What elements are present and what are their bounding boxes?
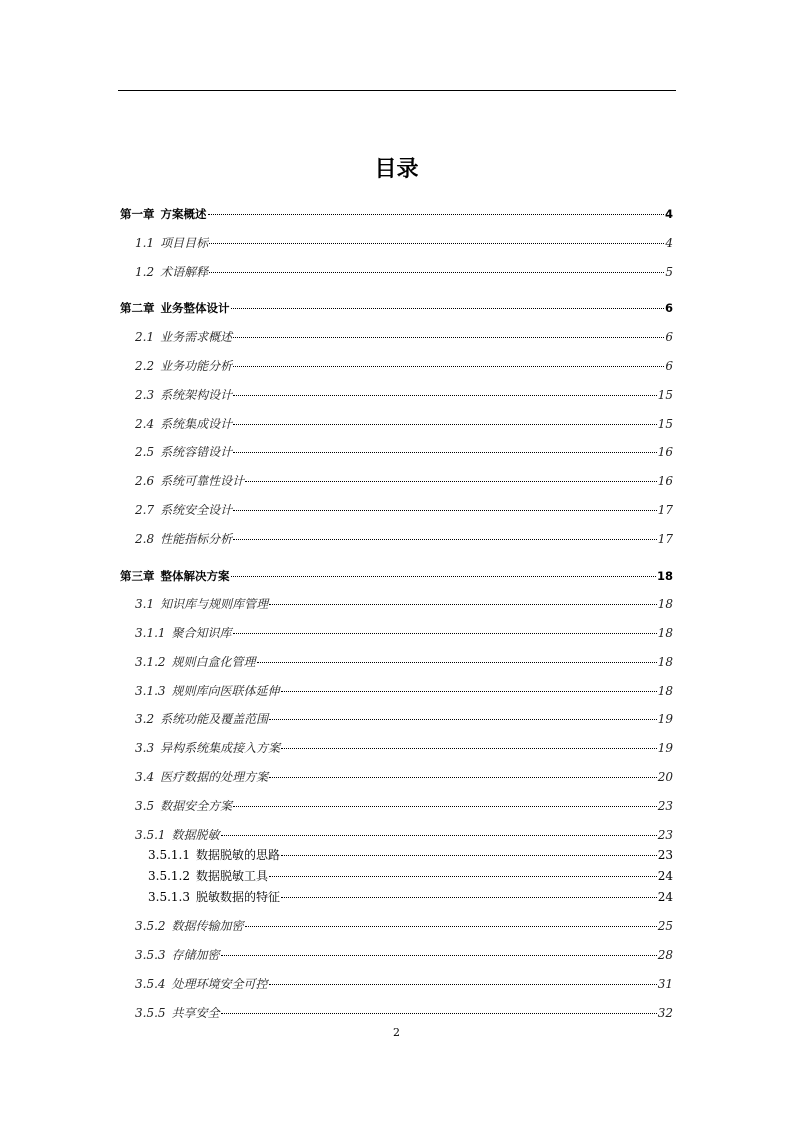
toc-entry-text: 数据脱敏 xyxy=(171,828,220,842)
toc-entry-page: 18 xyxy=(657,684,673,698)
toc-entry-text: 数据脱敏工具 xyxy=(195,869,268,883)
toc-entry-number: 2.5 xyxy=(135,445,155,459)
toc-entry-page: 19 xyxy=(657,712,673,726)
toc-entry-page: 18 xyxy=(657,626,673,640)
toc-entry-chapter-1[interactable] xyxy=(120,206,673,222)
toc-entry-page: 31 xyxy=(657,977,673,991)
toc-leader-dots xyxy=(233,452,657,453)
toc-entry-page: 16 xyxy=(657,474,673,488)
toc-leader-dots xyxy=(281,748,657,749)
page-title: 目录 xyxy=(374,157,419,182)
toc-entry-page: 18 xyxy=(657,655,673,669)
toc-entry-1-2[interactable] xyxy=(135,264,673,280)
toc-entry-number: 1.2 xyxy=(135,265,155,279)
toc-entry-number: 3.1.3 xyxy=(135,684,166,698)
toc-entry-3-5[interactable] xyxy=(135,798,673,814)
toc-entry-3-5-5[interactable] xyxy=(135,1005,673,1021)
toc-entry-text: 医疗数据的处理方案 xyxy=(160,770,269,784)
toc-entry-number: 3.1.1 xyxy=(135,626,166,640)
toc-entry-page: 18 xyxy=(657,597,673,611)
toc-leader-dots xyxy=(281,691,657,692)
toc-entry-number: 2.2 xyxy=(135,359,155,373)
toc-entry-2-5[interactable] xyxy=(135,444,673,460)
toc-entry-number: 2.8 xyxy=(135,532,155,546)
toc-entry-text: 项目目标 xyxy=(160,236,209,250)
toc-entry-page: 4 xyxy=(664,207,673,221)
toc-leader-dots xyxy=(269,876,657,877)
toc-entry-number: 2.4 xyxy=(135,417,155,431)
toc-entry-text: 方案概述 xyxy=(160,207,207,221)
toc-entry-page: 16 xyxy=(657,445,673,459)
toc-entry-1-1[interactable] xyxy=(135,235,673,251)
toc-leader-dots xyxy=(209,272,664,273)
toc-entry-3-5-1-3[interactable] xyxy=(148,889,673,905)
toc-leader-dots xyxy=(233,337,664,338)
toc-entry-number: 3.3 xyxy=(135,741,155,755)
toc-entry-number: 3.2 xyxy=(135,712,155,726)
toc-leader-dots xyxy=(231,576,656,577)
toc-leader-dots xyxy=(245,926,657,927)
toc-entry-2-2[interactable] xyxy=(135,358,673,374)
toc-leader-dots xyxy=(209,243,664,244)
toc-entry-page: 5 xyxy=(665,265,673,279)
toc-entry-text: 数据传输加密 xyxy=(171,919,244,933)
toc-entry-2-3[interactable] xyxy=(135,387,673,403)
toc-leader-dots xyxy=(231,308,664,309)
toc-entry-text: 业务整体设计 xyxy=(160,301,230,315)
toc-entry-3-1-3[interactable] xyxy=(135,683,673,699)
toc-leader-dots xyxy=(281,855,657,856)
toc-entry-2-7[interactable] xyxy=(135,502,673,518)
toc-leader-dots xyxy=(233,539,657,540)
toc-entry-page: 18 xyxy=(656,569,673,583)
toc-entry-3-5-3[interactable] xyxy=(135,947,673,963)
page-number: 2 xyxy=(393,1026,400,1039)
toc-entry-page: 20 xyxy=(657,770,673,784)
toc-leader-dots xyxy=(257,662,657,663)
toc-entry-page: 24 xyxy=(657,869,673,883)
toc-entry-text: 存储加密 xyxy=(171,948,220,962)
toc-entry-number: 2.3 xyxy=(135,388,155,402)
toc-entry-text: 系统可靠性设计 xyxy=(160,474,245,488)
toc-entry-page: 17 xyxy=(657,532,673,546)
toc-entry-number: 第三章 xyxy=(120,569,155,583)
toc-entry-number: 3.5.1.2 xyxy=(148,869,190,883)
toc-entry-page: 4 xyxy=(665,236,673,250)
toc-entry-3-5-1-1[interactable] xyxy=(148,847,673,863)
toc-leader-dots xyxy=(233,633,657,634)
toc-entry-3-1-2[interactable] xyxy=(135,654,673,670)
toc-leader-dots xyxy=(269,719,657,720)
toc-entry-text: 规则库向医联体延伸 xyxy=(171,684,280,698)
toc-entry-number: 第一章 xyxy=(120,207,155,221)
toc-leader-dots xyxy=(269,777,657,778)
toc-entry-number: 3.5.1 xyxy=(135,828,166,842)
toc-entry-number: 3.5.3 xyxy=(135,948,166,962)
toc-leader-dots xyxy=(221,955,657,956)
toc-entry-text: 脱敏数据的特征 xyxy=(195,890,280,904)
toc-entry-page: 15 xyxy=(657,417,673,431)
toc-entry-3-1-1[interactable] xyxy=(135,625,673,641)
toc-entry-3-4[interactable] xyxy=(135,769,673,785)
toc-entry-page: 23 xyxy=(657,848,673,862)
toc-entry-3-5-2[interactable] xyxy=(135,918,673,934)
toc-entry-text: 规则白盒化管理 xyxy=(171,655,256,669)
toc-entry-2-6[interactable] xyxy=(135,473,673,489)
toc-entry-text: 整体解决方案 xyxy=(160,569,230,583)
toc-leader-dots xyxy=(233,366,664,367)
toc-entry-number: 2.7 xyxy=(135,503,155,517)
toc-entry-page: 23 xyxy=(657,828,673,842)
toc-leader-dots xyxy=(233,424,657,425)
toc-entry-page: 24 xyxy=(657,890,673,904)
toc-entry-page: 32 xyxy=(657,1006,673,1020)
toc-entry-text: 异构系统集成接入方案 xyxy=(160,741,281,755)
toc-entry-text: 系统架构设计 xyxy=(160,388,233,402)
toc-entry-page: 28 xyxy=(657,948,673,962)
toc-entry-number: 3.5.5 xyxy=(135,1006,166,1020)
toc-leader-dots xyxy=(281,897,657,898)
toc-entry-number: 3.5 xyxy=(135,799,155,813)
toc-entry-3-5-1[interactable] xyxy=(135,827,673,843)
toc-entry-text: 性能指标分析 xyxy=(160,532,233,546)
toc-entry-page: 25 xyxy=(657,919,673,933)
toc-leader-dots xyxy=(269,984,657,985)
toc-entry-number: 2.6 xyxy=(135,474,155,488)
toc-entry-page: 17 xyxy=(657,503,673,517)
toc-entry-2-4[interactable] xyxy=(135,416,673,432)
toc-entry-text: 聚合知识库 xyxy=(171,626,232,640)
toc-entry-text: 业务需求概述 xyxy=(160,330,233,344)
toc-entry-3-3[interactable] xyxy=(135,740,673,756)
toc-entry-chapter-2[interactable] xyxy=(120,300,673,316)
toc-entry-number: 3.5.4 xyxy=(135,977,166,991)
toc-entry-number: 3.5.2 xyxy=(135,919,166,933)
toc-entry-number: 第二章 xyxy=(120,301,155,315)
toc-leader-dots xyxy=(233,395,657,396)
toc-entry-page: 6 xyxy=(664,301,673,315)
toc-entry-text: 系统容错设计 xyxy=(160,445,233,459)
toc-entry-text: 系统集成设计 xyxy=(160,417,233,431)
toc-leader-dots xyxy=(269,604,657,605)
toc-entry-page: 6 xyxy=(665,359,673,373)
toc-entry-number: 3.5.1.1 xyxy=(148,848,190,862)
toc-entry-3-2[interactable] xyxy=(135,711,673,727)
toc-leader-dots xyxy=(208,214,664,215)
toc-entry-text: 处理环境安全可控 xyxy=(171,977,268,991)
toc-entry-page: 19 xyxy=(657,741,673,755)
toc-leader-dots xyxy=(233,806,657,807)
toc-entry-number: 2.1 xyxy=(135,330,155,344)
toc-entry-page: 15 xyxy=(657,388,673,402)
toc-entry-chapter-3[interactable] xyxy=(120,568,673,584)
toc-entry-number: 3.1.2 xyxy=(135,655,166,669)
toc-entry-number: 1.1 xyxy=(135,236,155,250)
toc-leader-dots xyxy=(221,835,657,836)
toc-entry-number: 3.5.1.3 xyxy=(148,890,190,904)
toc-entry-2-1[interactable] xyxy=(135,329,673,345)
toc-entry-text: 业务功能分析 xyxy=(160,359,233,373)
toc-entry-3-5-4[interactable] xyxy=(135,976,673,992)
toc-entry-text: 系统功能及覆盖范围 xyxy=(160,712,269,726)
toc-entry-3-1[interactable] xyxy=(135,596,673,612)
toc-entry-2-8[interactable] xyxy=(135,531,673,547)
toc-entry-text: 数据脱敏的思路 xyxy=(195,848,280,862)
toc-entry-page: 6 xyxy=(665,330,673,344)
toc-entry-number: 3.4 xyxy=(135,770,155,784)
toc-entry-number: 3.1 xyxy=(135,597,155,611)
toc-entry-text: 知识库与规则库管理 xyxy=(160,597,269,611)
toc-entry-3-5-1-2[interactable] xyxy=(148,868,673,884)
toc-entry-page: 23 xyxy=(657,799,673,813)
toc-leader-dots xyxy=(245,481,657,482)
toc-leader-dots xyxy=(233,510,657,511)
toc-entry-text: 术语解释 xyxy=(160,265,209,279)
toc-entry-text: 共享安全 xyxy=(171,1006,220,1020)
toc-leader-dots xyxy=(221,1013,657,1014)
toc-entry-text: 系统安全设计 xyxy=(160,503,233,517)
toc-entry-text: 数据安全方案 xyxy=(160,799,233,813)
